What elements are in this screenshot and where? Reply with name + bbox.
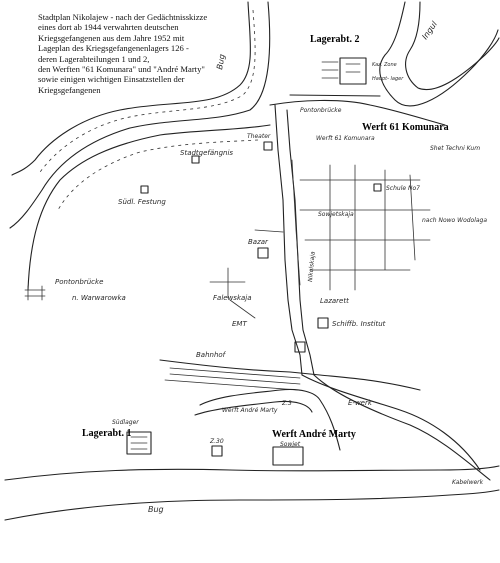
- label-haupt-lager: Haupt- lager: [372, 76, 404, 82]
- caption-line: Kriegsgefangenen: [38, 84, 101, 95]
- z30-building: [212, 446, 222, 456]
- caption-line: Stadtplan Nikolajew - nach der Gedächtnisskizze: [38, 12, 208, 22]
- bug-river-west-bank: [28, 125, 270, 290]
- camp-2-barracks: [322, 62, 360, 78]
- caption-line: eines dort ab 1944 verwahrten deutschen: [38, 22, 179, 33]
- label-bug-south: Bug: [148, 505, 164, 514]
- label-kabelwerk: Kabelwerk: [452, 479, 484, 486]
- south-road: [302, 375, 480, 470]
- camp-1-barracks: [131, 437, 147, 449]
- label-ingul: Ingul: [420, 19, 440, 42]
- label-werft-andre-marty-small: Werft André Marty: [222, 407, 278, 414]
- label-falewskaja: Falewskaja: [213, 294, 252, 302]
- label-shet-techni-kum: Shet Techni Kum: [430, 145, 481, 152]
- label-nach-nowo: nach Nowo Wodolaga: [422, 217, 488, 224]
- label-z3: Z.3: [282, 400, 292, 407]
- label-emt: EMT: [232, 320, 247, 328]
- label-werft-61-komunara: Werft 61 Komunara: [362, 122, 449, 133]
- label-sowjet: Sowjet: [280, 441, 301, 448]
- caption-line: sowie einigen wichtigen Einsatzstellen der: [38, 74, 185, 85]
- bazar-building: [258, 248, 268, 258]
- caption-line: den Werften "61 Komunara" und "André Marty": [38, 64, 205, 75]
- caption-line: Kriegsgefangenen aus dem Jahre 1952 mit: [38, 32, 185, 43]
- label-schiffb-institut: Schiffb. Institut: [332, 320, 386, 328]
- ingul-river-east-bank: [406, 2, 499, 90]
- label-bahnhof: Bahnhof: [196, 351, 226, 359]
- theater-building: [264, 142, 272, 150]
- bug-river-south-bank: [5, 466, 499, 480]
- lazarett-building: [318, 318, 328, 328]
- label-theater: Theater: [247, 133, 271, 140]
- label-lagerabt-1: Lagerabt. 1: [82, 428, 132, 439]
- label-pontonbruecke: Pontonbrücke: [55, 278, 104, 286]
- suedl-festung-building: [141, 186, 148, 193]
- school-building: [374, 184, 381, 191]
- label-z30: Z.30: [210, 438, 224, 445]
- label-bug-north: Bug: [215, 53, 227, 71]
- label-suedl-festung: Südl. Festung: [118, 198, 166, 206]
- ingul-river-west-bank: [380, 2, 498, 106]
- label-nikolskaja: Nikolskaja: [307, 251, 317, 283]
- label-pontonbruecke-ingul: Pontonbrücke: [300, 107, 342, 114]
- pontoon-bridge-west: [25, 286, 45, 300]
- label-schule: Schule No7: [386, 185, 420, 192]
- caption-line: Lageplan des Kriegsgefangenenlagers 126 -: [38, 43, 189, 54]
- label-suedlager: Südlager: [112, 419, 139, 426]
- label-e-werk: E-werk: [348, 399, 372, 407]
- sowjet-block: [273, 447, 303, 465]
- stadtgefaengnis-building: [192, 156, 199, 163]
- label-stadtgefaengnis: Stadtgefängnis: [180, 149, 234, 157]
- main-avenue-west: [275, 105, 302, 375]
- main-avenue-east: [287, 110, 314, 375]
- bug-river-north-bank-inner: [10, 2, 270, 228]
- label-n-warwarowka: n. Warwarowka: [72, 294, 126, 302]
- label-kaz-zone: Kaz. Zone: [372, 62, 397, 68]
- label-werft-61-small: Werft 61 Komunara: [316, 135, 375, 142]
- railway-line: [160, 360, 420, 390]
- label-sowjetskaja: Sowjetskaja: [318, 211, 354, 218]
- west-cross-streets: [210, 230, 283, 318]
- ingul-pontoon-bridge: [290, 95, 380, 96]
- label-lazarett: Lazarett: [320, 297, 349, 305]
- label-bazar: Bazar: [248, 238, 268, 246]
- caption-line: deren Lagerabteilungen 1 und 2,: [38, 53, 150, 64]
- lagerabt-2-camp: [340, 58, 366, 84]
- label-werft-andre-marty: Werft André Marty: [272, 429, 356, 440]
- bug-river-south-bank-lower: [5, 490, 499, 520]
- east-street-grid: [300, 165, 430, 290]
- label-lagerabt-2: Lagerabt. 2: [310, 34, 360, 45]
